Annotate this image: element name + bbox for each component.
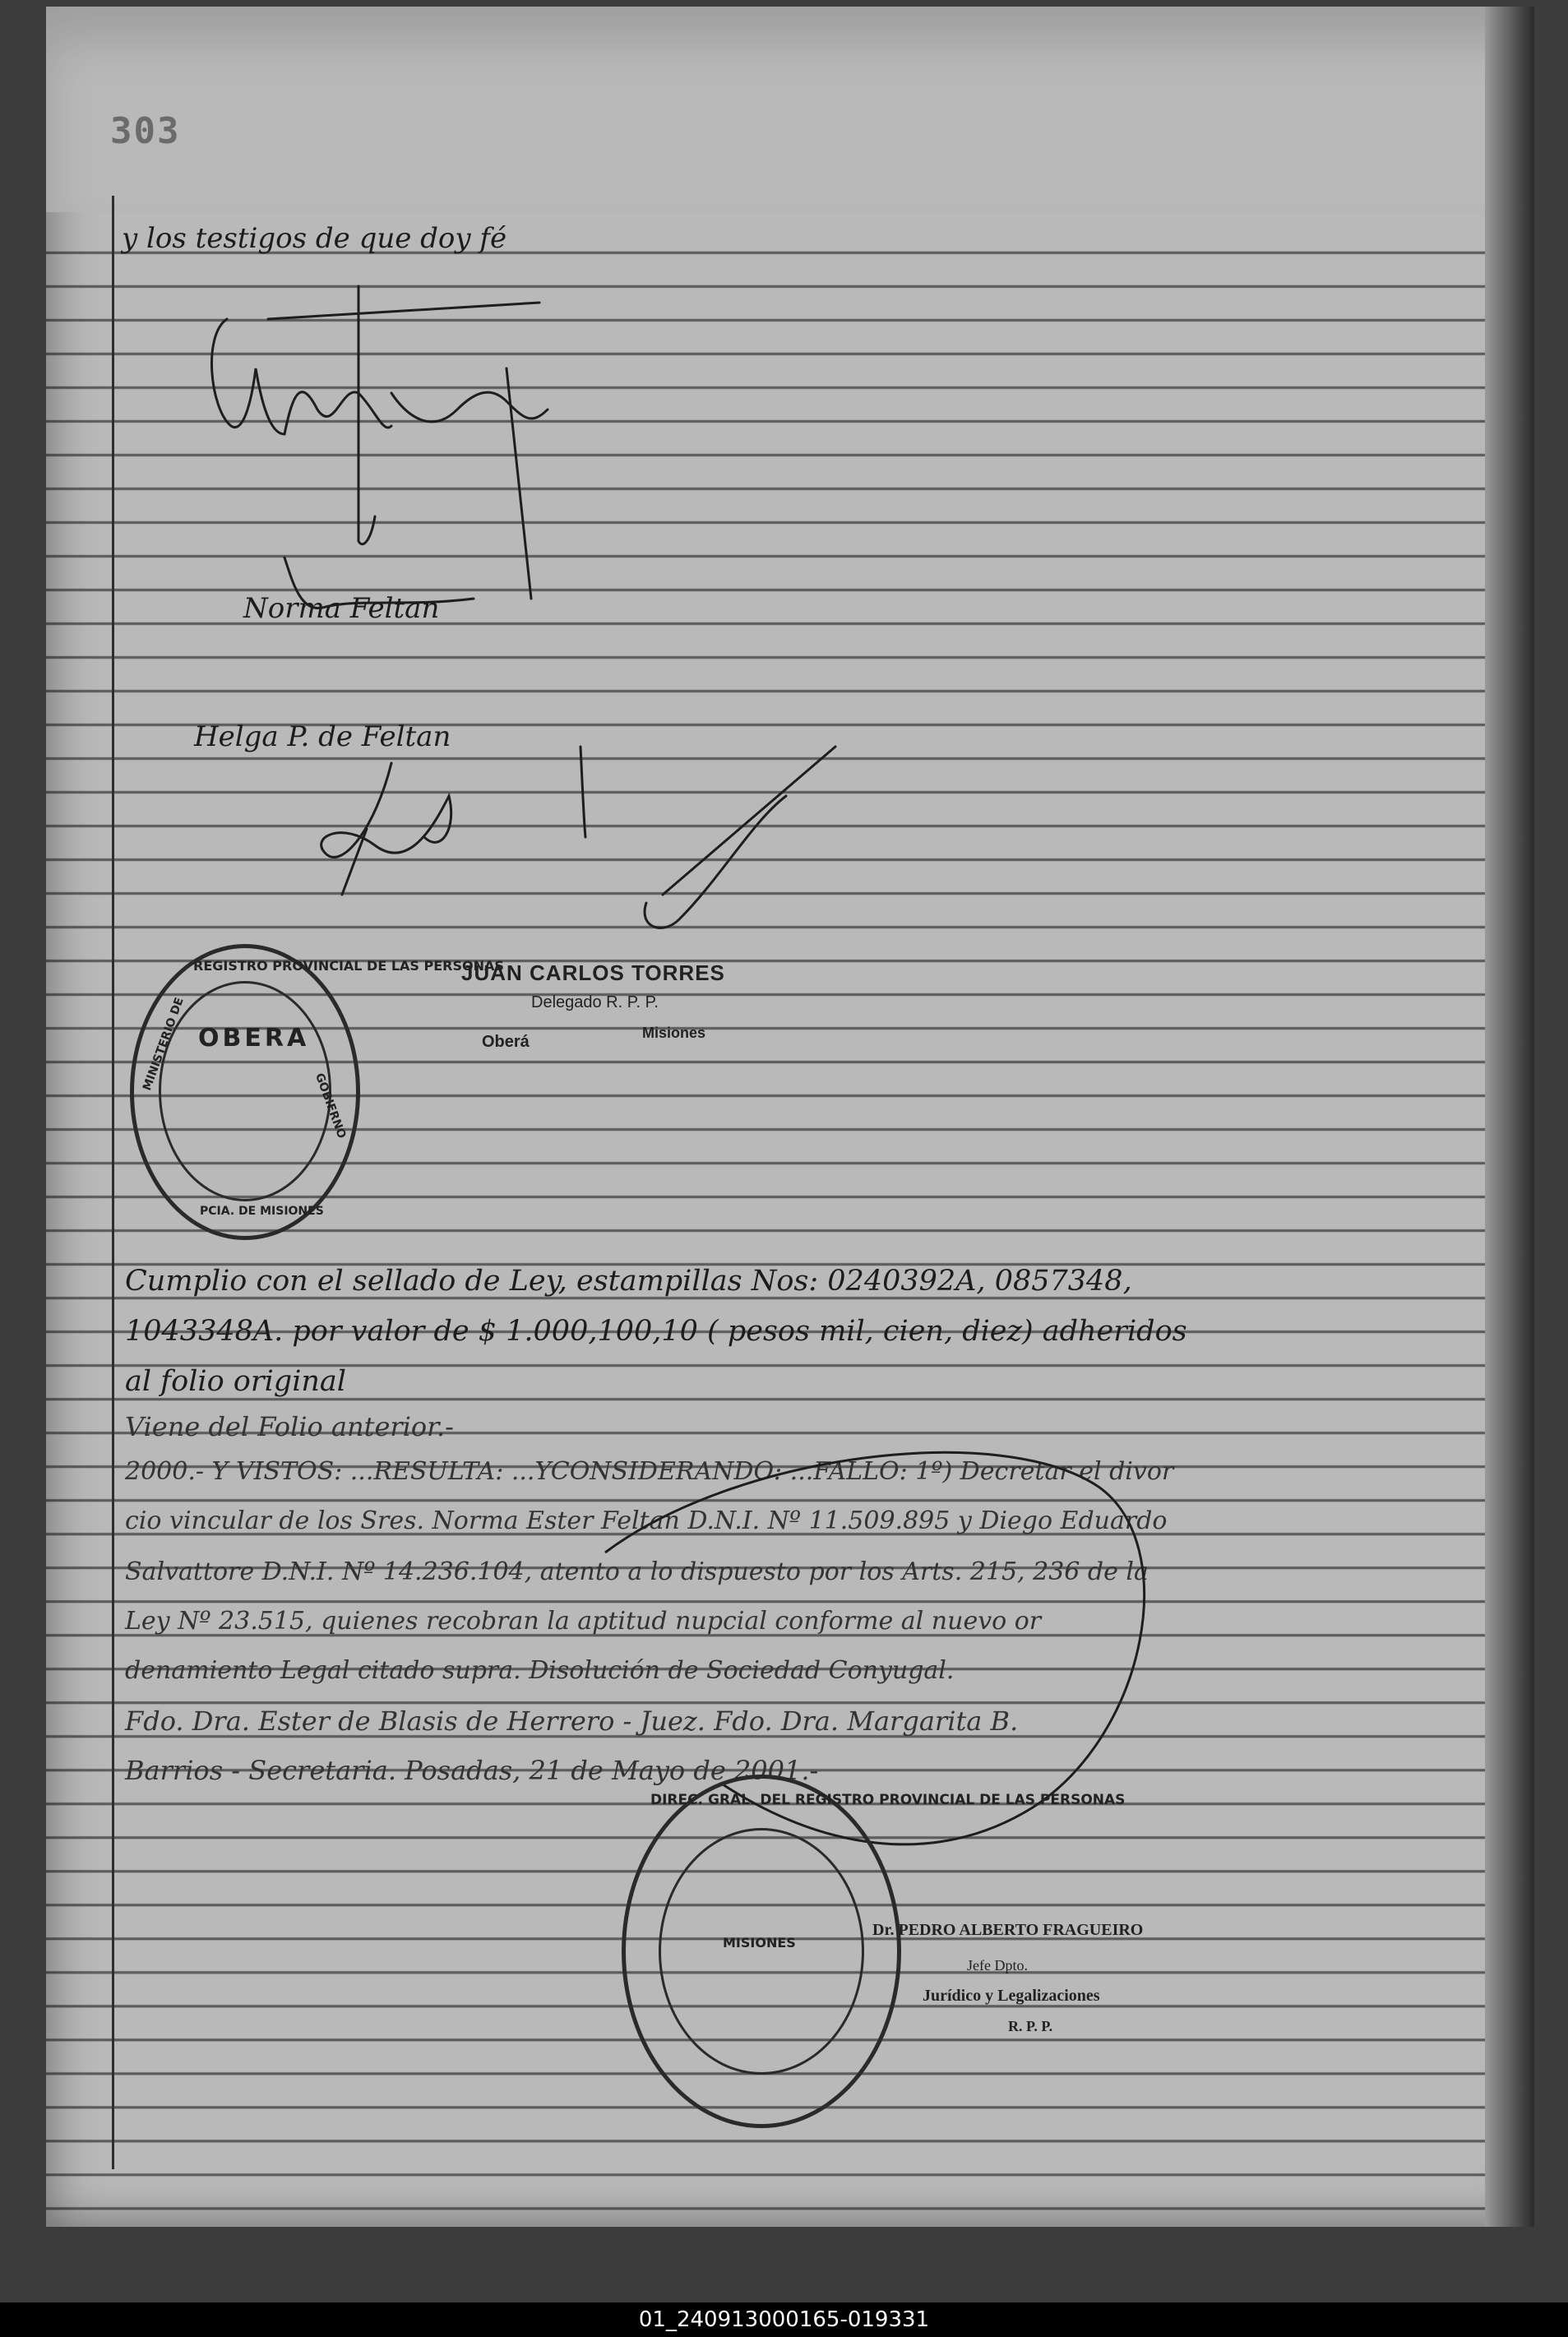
book-page [46, 7, 1534, 2227]
stamp-fragueiro-name: Dr. PEDRO ALBERTO FRAGUEIRO [872, 1921, 1144, 1939]
signatures-group [194, 270, 687, 615]
seal-obera-left-text: MINISTERIO DE [141, 995, 187, 1093]
page-top-band [46, 7, 1534, 212]
ruling-line-6: denamiento Legal citado supra. Disolución de Sociedad Conyugal. [125, 1656, 955, 1685]
annotation-line-1: Cumplio con el sellado de Ley, estampillas Nos: 0240392A, 0857348, [125, 1265, 1132, 1298]
seal-direccion-inner [659, 1828, 864, 2075]
stamp-torres-name: JUAN CARLOS TORRES [461, 960, 725, 985]
ruling-line-5: Ley Nº 23.515, quienes recobran la aptitud nupcial conforme al nuevo or [125, 1607, 1042, 1636]
stamp-torres-place-right: Misiones [642, 1025, 706, 1041]
annotation-line-3: al folio original [125, 1365, 346, 1398]
signature-5 [645, 747, 835, 928]
ruling-line-1: Viene del Folio anterior.- [125, 1411, 454, 1442]
page-number: 303 [110, 110, 181, 152]
seal-direccion-ring-text: DIREC. GRAL. DEL REGISTRO PROVINCIAL DE LAS PERSONAS [650, 1792, 1126, 1808]
stamp-torres-place-left: Oberá [482, 1033, 530, 1051]
stamp-torres-role: Delegado R. P. P. [531, 993, 659, 1011]
signature-4 [580, 747, 585, 837]
margin-line [112, 196, 114, 2169]
seal-obera-inner [159, 981, 331, 1201]
stamp-fragueiro-org: R. P. P. [1008, 2018, 1053, 2034]
signature-norma: Norma Feltan [243, 592, 440, 625]
book-binding [1485, 7, 1534, 2227]
signature-1 [211, 286, 548, 599]
ruling-line-2: 2000.- Y VISTOS: ...RESULTA: ...YCONSIDERANDO: ...FALLO: 1º) Decretar el divor [125, 1457, 1174, 1486]
seal-obera-ring-text: REGISTRO PROVINCIAL DE LAS PERSONAS [193, 958, 504, 974]
witness-line: y los testigos de que doy fé [122, 222, 507, 255]
ruling-line-8: Barrios - Secretaria. Posadas, 21 de Mayo de 2001.- [125, 1755, 819, 1786]
seal-obera-right-text: GOBIERNO [312, 1071, 349, 1141]
ruling-line-7: Fdo. Dra. Ester de Blasis de Herrero - Juez. Fdo. Dra. Margarita B. [125, 1705, 1019, 1737]
seal-obera-center-text: OBERA [198, 1024, 310, 1053]
stamp-fragueiro-dept: Jurídico y Legalizaciones [923, 1987, 1100, 2005]
ruling-line-3: cio vincular de los Sres. Norma Ester Feltan D.N.I. Nº 11.509.895 y Diego Eduardo [125, 1506, 1168, 1535]
signature-helga: Helga P. de Feltan [194, 720, 451, 753]
signatures-lower [293, 730, 885, 977]
stamp-fragueiro-role: Jefe Dpto. [967, 1957, 1028, 1974]
seal-direccion-inner-text: MISIONES [723, 1935, 796, 1951]
image-caption: 01_240913000165-019331 [0, 2302, 1568, 2337]
seal-obera-bottom-text: PCIA. DE MISIONES [200, 1205, 324, 1218]
seal-obera [130, 944, 504, 1240]
signature-3 [321, 763, 451, 895]
ruling-line-4: Salvattore D.N.I. Nº 14.236.104, atento a lo dispuesto por los Arts. 215, 236 de la [125, 1557, 1149, 1586]
annotation-line-2: 1043348A. por valor de $ 1.000,100,10 ( pesos mil, cien, diez) adheridos [125, 1315, 1187, 1348]
